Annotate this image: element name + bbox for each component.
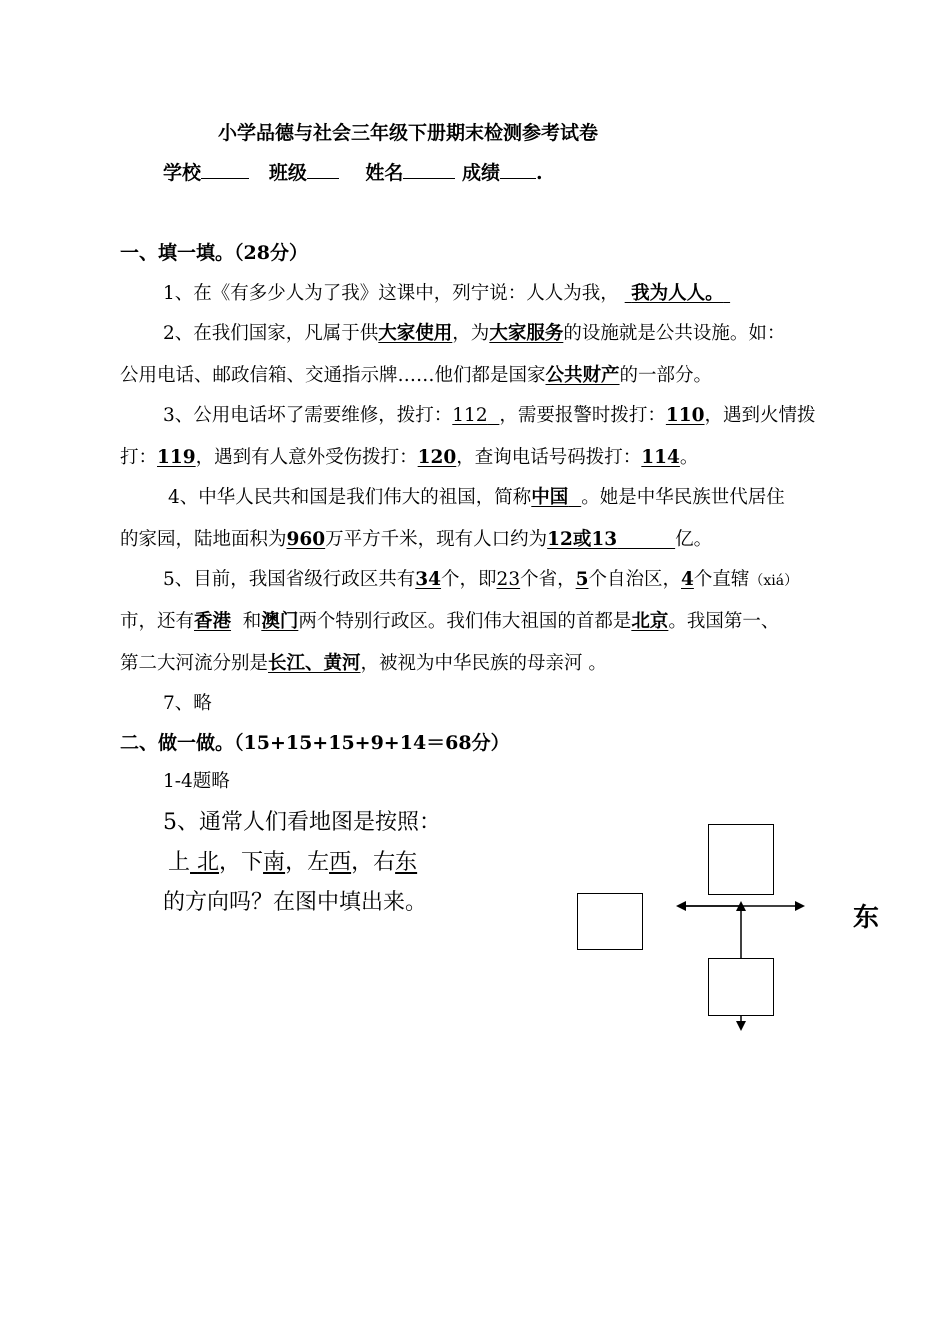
dir-left-answer: 西 bbox=[329, 850, 352, 875]
dir-up-label: 上 bbox=[168, 850, 191, 875]
q3-text-f: ，查询电话号码拨打： bbox=[456, 447, 642, 468]
q5-text-f: 市，还有 bbox=[120, 611, 195, 632]
q3-answer-3: 119 bbox=[157, 447, 196, 468]
south-box[interactable] bbox=[708, 958, 774, 1016]
q3-text-c: ，遇到火情拨 bbox=[704, 405, 816, 426]
question-5-line-3 bbox=[120, 649, 607, 675]
q5-pinyin: （xiá） bbox=[749, 573, 799, 589]
section-2-heading: 二、做一做。（15+15+15+9+14＝68分） bbox=[120, 732, 510, 754]
s2-q5-line-1: 5、通常人们看地图是按照： bbox=[163, 810, 441, 835]
q2-text-d: 公用电话、邮政信箱、交通指示牌……他们都是国家 bbox=[120, 365, 546, 386]
section-2-q1-4: 1-4题略 bbox=[163, 771, 230, 792]
q5-text-g: 和 bbox=[242, 611, 262, 632]
east-label: 东 bbox=[853, 903, 880, 933]
q5-text-d: 个自治区， bbox=[588, 569, 681, 590]
s2-q5-line-2 bbox=[168, 845, 417, 876]
q2-text-c: 的设施就是公共设施。如： bbox=[563, 323, 786, 344]
q3-answer-1: 112 bbox=[452, 405, 488, 426]
dir-left-label: ，左 bbox=[285, 850, 330, 875]
dir-right-label: ，右 bbox=[351, 850, 396, 875]
question-2-line-1 bbox=[163, 319, 785, 345]
q2-answer-1: 大家使用 bbox=[378, 323, 453, 344]
q5-text-h: 两个特别行政区。我们伟大祖国的首都是 bbox=[298, 611, 632, 632]
q2-answer-3: 公共财产 bbox=[545, 365, 620, 386]
info-period: . bbox=[536, 162, 543, 184]
q4-text-b: 。她是中华民族世代居住 bbox=[581, 487, 785, 508]
q3-answer-4: 120 bbox=[417, 447, 457, 468]
q5-text-b: 个，即 bbox=[441, 569, 497, 590]
dir-up-answer: 北 bbox=[197, 850, 220, 875]
q1-answer: 我为人人。 bbox=[631, 283, 724, 304]
q5-text-j: 第二大河流分别是 bbox=[120, 653, 269, 674]
q2-text-a: 2、在我们国家，凡属于供 bbox=[163, 323, 379, 344]
s2-q5-line-3: 的方向吗？在图中填出来。 bbox=[163, 890, 428, 915]
q2-text-b: ，为 bbox=[452, 323, 490, 344]
q2-answer-2: 大家服务 bbox=[489, 323, 564, 344]
q5-answer-2: 23 bbox=[496, 569, 521, 590]
dir-right-answer: 东 bbox=[395, 850, 418, 875]
q5-text-k: ，被视为中华民族的母亲河 。 bbox=[360, 653, 607, 674]
question-5-line-1 bbox=[163, 565, 798, 591]
q4-answer-2: 960 bbox=[286, 529, 326, 550]
question-2-line-2 bbox=[120, 361, 712, 387]
q5-text-i: 。我国第一、 bbox=[668, 611, 780, 632]
q5-text-c: 个省， bbox=[520, 569, 576, 590]
page-title: 小学品德与社会三年级下册期末检测参考试卷 bbox=[218, 122, 599, 144]
dir-down-answer: 南 bbox=[263, 850, 286, 875]
class-label: 班级 bbox=[268, 162, 307, 184]
q5-answer-7: 北京 bbox=[631, 611, 669, 632]
score-blank[interactable] bbox=[500, 160, 536, 179]
q5-text-a: 5、目前，我国省级行政区共有 bbox=[163, 569, 416, 590]
score-label: 成绩 bbox=[462, 162, 501, 184]
q4-answer-1: 中国 bbox=[531, 487, 569, 508]
q3-text-g: 。 bbox=[679, 447, 699, 468]
class-blank[interactable] bbox=[307, 160, 339, 179]
question-4-line-2 bbox=[120, 525, 712, 551]
school-label: 学校 bbox=[163, 162, 202, 184]
question-1 bbox=[163, 279, 730, 305]
q5-answer-1: 34 bbox=[415, 569, 442, 590]
question-3-line-1 bbox=[163, 401, 816, 427]
student-info-line bbox=[163, 158, 543, 185]
q4-text-e: 亿。 bbox=[675, 529, 713, 550]
q3-text-e: ，遇到有人意外受伤拨打： bbox=[195, 447, 418, 468]
question-5-line-2 bbox=[120, 607, 779, 633]
q5-text-e: 个直辖 bbox=[693, 569, 750, 590]
q5-answer-8: 长江、黄河 bbox=[268, 653, 361, 674]
q4-text-d: 万平方千米，现有人口约为 bbox=[325, 529, 548, 550]
q1-text: 1、在《有多少人为了我》这课中，列宁说：人人为我， bbox=[163, 283, 619, 304]
section-1-heading: 一、填一填。（28分） bbox=[120, 242, 308, 264]
q4-answer-3: 12或13 bbox=[547, 529, 618, 550]
school-blank[interactable] bbox=[201, 160, 249, 179]
q3-answer-2: 110 bbox=[665, 405, 705, 426]
q5-answer-3: 5 bbox=[575, 569, 589, 590]
q5-answer-5: 香港 bbox=[194, 611, 232, 632]
name-label: 姓名 bbox=[365, 162, 404, 184]
q2-text-e: 的一部分。 bbox=[619, 365, 713, 386]
q3-text-d: 打： bbox=[120, 447, 158, 468]
question-7: 7、略 bbox=[163, 693, 212, 714]
dir-down-label: ，下 bbox=[219, 850, 264, 875]
north-box[interactable] bbox=[708, 824, 774, 895]
question-3-line-2 bbox=[120, 443, 698, 469]
q3-text-b: ，需要报警时拨打： bbox=[499, 405, 666, 426]
q4-text-a: 4、中华人民共和国是我们伟大的祖国，简称 bbox=[168, 487, 532, 508]
west-box[interactable] bbox=[577, 893, 643, 950]
q5-answer-4: 4 bbox=[681, 569, 694, 590]
name-blank[interactable] bbox=[403, 160, 455, 179]
q5-answer-6: 澳门 bbox=[261, 611, 299, 632]
q4-text-c: 的家园，陆地面积为 bbox=[120, 529, 287, 550]
question-4-line-1 bbox=[168, 483, 785, 509]
q3-text-a: 3、公用电话坏了需要维修，拨打： bbox=[163, 405, 453, 426]
q3-answer-5: 114 bbox=[641, 447, 680, 468]
